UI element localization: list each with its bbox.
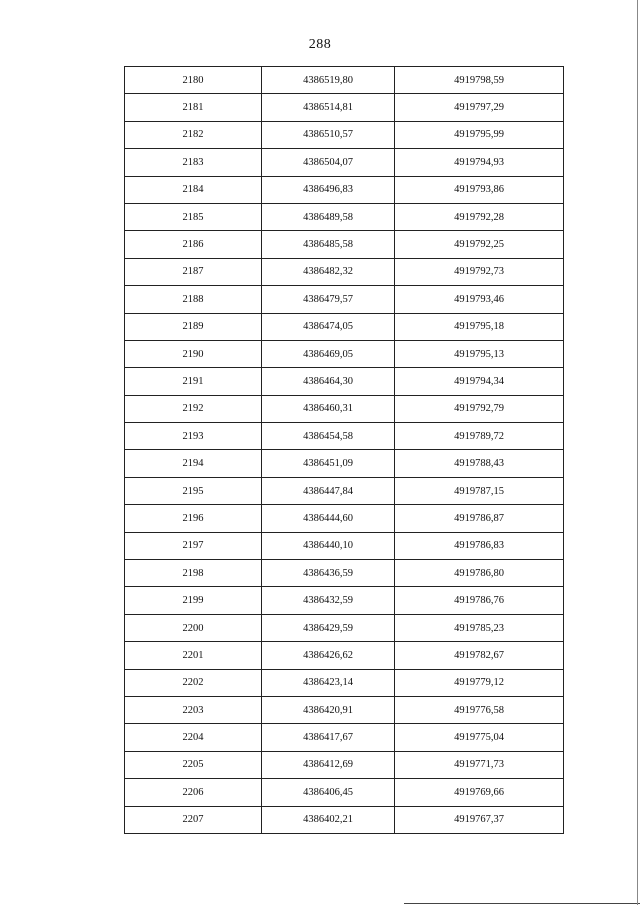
point-number-cell: 2197 (125, 532, 262, 559)
table-row (125, 313, 564, 340)
table-row (125, 231, 564, 258)
table-row (125, 203, 564, 230)
table-row (125, 669, 564, 696)
y-coordinate-cell: 4919793,86 (395, 176, 564, 203)
scan-edge-line (404, 903, 640, 904)
point-number-cell: 2181 (125, 94, 262, 121)
table-row (125, 587, 564, 614)
x-coordinate-cell: 4386482,32 (262, 258, 395, 285)
point-number-cell: 2200 (125, 614, 262, 641)
y-coordinate-cell: 4919767,37 (395, 806, 564, 833)
point-number-cell: 2204 (125, 724, 262, 751)
y-coordinate-cell: 4919797,29 (395, 94, 564, 121)
point-number-cell: 2185 (125, 203, 262, 230)
x-coordinate-cell: 4386479,57 (262, 286, 395, 313)
point-number-cell: 2194 (125, 450, 262, 477)
y-coordinate-cell: 4919779,12 (395, 669, 564, 696)
x-coordinate-cell: 4386489,58 (262, 203, 395, 230)
table-row (125, 806, 564, 833)
page-number: 288 (308, 37, 332, 52)
y-coordinate-cell: 4919794,93 (395, 149, 564, 176)
y-coordinate-cell: 4919787,15 (395, 477, 564, 504)
x-coordinate-cell: 4386504,07 (262, 149, 395, 176)
y-coordinate-cell: 4919771,73 (395, 751, 564, 778)
y-coordinate-cell: 4919793,46 (395, 286, 564, 313)
x-coordinate-cell: 4386469,05 (262, 340, 395, 367)
point-number-cell: 2183 (125, 149, 262, 176)
table-row (125, 505, 564, 532)
x-coordinate-cell: 4386474,05 (262, 313, 395, 340)
y-coordinate-cell: 4919782,67 (395, 642, 564, 669)
y-coordinate-cell: 4919786,87 (395, 505, 564, 532)
y-coordinate-cell: 4919788,43 (395, 450, 564, 477)
table-row (125, 395, 564, 422)
table-row (125, 94, 564, 121)
point-number-cell: 2207 (125, 806, 262, 833)
table-row (125, 423, 564, 450)
scan-edge-right (637, 0, 638, 905)
point-number-cell: 2203 (125, 696, 262, 723)
y-coordinate-cell: 4919786,80 (395, 560, 564, 587)
y-coordinate-cell: 4919792,28 (395, 203, 564, 230)
x-coordinate-cell: 4386402,21 (262, 806, 395, 833)
x-coordinate-cell: 4386432,59 (262, 587, 395, 614)
x-coordinate-cell: 4386464,30 (262, 368, 395, 395)
table-row (125, 751, 564, 778)
y-coordinate-cell: 4919795,18 (395, 313, 564, 340)
x-coordinate-cell: 4386496,83 (262, 176, 395, 203)
y-coordinate-cell: 4919794,34 (395, 368, 564, 395)
y-coordinate-cell: 4919775,04 (395, 724, 564, 751)
point-number-cell: 2195 (125, 477, 262, 504)
coordinates-table (124, 66, 564, 834)
point-number-cell: 2192 (125, 395, 262, 422)
x-coordinate-cell: 4386485,58 (262, 231, 395, 258)
x-coordinate-cell: 4386426,62 (262, 642, 395, 669)
x-coordinate-cell: 4386447,84 (262, 477, 395, 504)
table-row (125, 779, 564, 806)
x-coordinate-cell: 4386460,31 (262, 395, 395, 422)
point-number-cell: 2186 (125, 231, 262, 258)
x-coordinate-cell: 4386412,69 (262, 751, 395, 778)
point-number-cell: 2184 (125, 176, 262, 203)
table-row (125, 286, 564, 313)
y-coordinate-cell: 4919769,66 (395, 779, 564, 806)
y-coordinate-cell: 4919795,13 (395, 340, 564, 367)
table-row (125, 642, 564, 669)
x-coordinate-cell: 4386514,81 (262, 94, 395, 121)
y-coordinate-cell: 4919786,83 (395, 532, 564, 559)
x-coordinate-cell: 4386436,59 (262, 560, 395, 587)
table-row (125, 67, 564, 94)
table-row (125, 368, 564, 395)
y-coordinate-cell: 4919786,76 (395, 587, 564, 614)
table-row (125, 450, 564, 477)
x-coordinate-cell: 4386451,09 (262, 450, 395, 477)
y-coordinate-cell: 4919792,25 (395, 231, 564, 258)
x-coordinate-cell: 4386420,91 (262, 696, 395, 723)
table-row (125, 477, 564, 504)
point-number-cell: 2189 (125, 313, 262, 340)
point-number-cell: 2196 (125, 505, 262, 532)
point-number-cell: 2187 (125, 258, 262, 285)
table-row (125, 176, 564, 203)
y-coordinate-cell: 4919792,79 (395, 395, 564, 422)
point-number-cell: 2198 (125, 560, 262, 587)
x-coordinate-cell: 4386444,60 (262, 505, 395, 532)
y-coordinate-cell: 4919776,58 (395, 696, 564, 723)
x-coordinate-cell: 4386406,45 (262, 779, 395, 806)
x-coordinate-cell: 4386454,58 (262, 423, 395, 450)
y-coordinate-cell: 4919792,73 (395, 258, 564, 285)
table-row (125, 724, 564, 751)
coordinates-table-body (125, 67, 564, 834)
table-row (125, 149, 564, 176)
x-coordinate-cell: 4386429,59 (262, 614, 395, 641)
point-number-cell: 2202 (125, 669, 262, 696)
table-row (125, 532, 564, 559)
y-coordinate-cell: 4919789,72 (395, 423, 564, 450)
y-coordinate-cell: 4919795,99 (395, 121, 564, 148)
y-coordinate-cell: 4919785,23 (395, 614, 564, 641)
point-number-cell: 2193 (125, 423, 262, 450)
y-coordinate-cell: 4919798,59 (395, 67, 564, 94)
table-row (125, 121, 564, 148)
point-number-cell: 2180 (125, 67, 262, 94)
point-number-cell: 2201 (125, 642, 262, 669)
table-row (125, 614, 564, 641)
table-row (125, 560, 564, 587)
x-coordinate-cell: 4386417,67 (262, 724, 395, 751)
point-number-cell: 2190 (125, 340, 262, 367)
point-number-cell: 2206 (125, 779, 262, 806)
point-number-cell: 2205 (125, 751, 262, 778)
table-row (125, 258, 564, 285)
table-row (125, 340, 564, 367)
point-number-cell: 2199 (125, 587, 262, 614)
x-coordinate-cell: 4386519,80 (262, 67, 395, 94)
table-row (125, 696, 564, 723)
x-coordinate-cell: 4386510,57 (262, 121, 395, 148)
x-coordinate-cell: 4386440,10 (262, 532, 395, 559)
point-number-cell: 2188 (125, 286, 262, 313)
x-coordinate-cell: 4386423,14 (262, 669, 395, 696)
point-number-cell: 2182 (125, 121, 262, 148)
point-number-cell: 2191 (125, 368, 262, 395)
